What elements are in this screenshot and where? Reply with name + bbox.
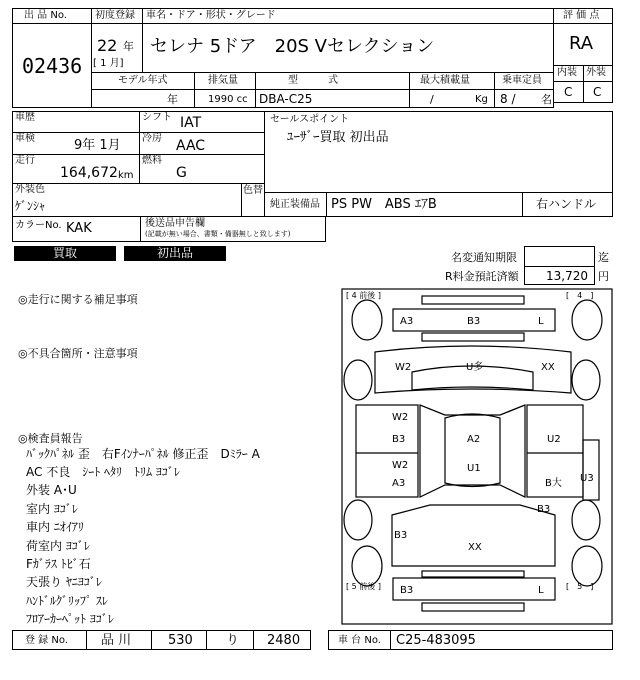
defects-title: ◎不具合箇所・注意事項 xyxy=(18,347,138,360)
handle-value: 右ハンドル xyxy=(536,197,597,211)
mileage-unit: km xyxy=(118,170,134,181)
score-label: 評 価 点 xyxy=(563,10,600,21)
aftermarket-note: (記載が無い場合、書類・備器無しと致します) xyxy=(145,230,291,238)
mark-xx-rear: XX xyxy=(468,542,482,553)
diagram-frame xyxy=(342,289,612,624)
mark-rear-b3: B3 xyxy=(400,585,414,596)
mark-b3-rr: B3 xyxy=(537,504,551,515)
front-left-wheel xyxy=(344,360,372,400)
interior-score: C xyxy=(564,85,573,99)
reg-month: [ 1 月] xyxy=(93,58,124,69)
lot-label: 出 品 No. xyxy=(24,10,67,21)
score-value: RA xyxy=(569,33,594,54)
recycle-label: R料金預託済額 xyxy=(445,270,519,283)
rear-left-lamp xyxy=(352,546,382,586)
rear-gate xyxy=(392,505,555,566)
reg-year-unit: 年 xyxy=(123,40,134,53)
inspector-line: 外装 A･U xyxy=(26,483,77,497)
ext-color-label: 外装色 xyxy=(15,184,45,195)
equipment-label: 純正装備品 xyxy=(270,199,320,210)
mark-rear-l: L xyxy=(538,585,544,596)
history-label: 車歴 xyxy=(15,112,35,123)
mark-xx-fr: XX xyxy=(541,362,555,373)
front-left-lamp xyxy=(352,300,382,340)
roof xyxy=(445,414,500,487)
inspector-line: ﾌﾛｱｰｶｰﾍﾟｯﾄ ﾖｺﾞﾚ xyxy=(26,612,114,626)
mark-b-large: B大 xyxy=(545,478,562,489)
reg-area: 品 川 xyxy=(101,633,132,648)
rear-lower xyxy=(422,603,524,611)
first-reg-label: 初度登録 xyxy=(95,10,135,21)
bracket-bottom-left: [ 5 前後 ] xyxy=(346,582,381,591)
mark-u1-center: U1 xyxy=(467,463,481,474)
ext-color-value: ｹﾞﾝｼｬ xyxy=(15,199,46,213)
inspection-label: 車検 xyxy=(15,133,35,144)
displacement-value: 1990 cc xyxy=(208,94,248,105)
reg-number: 2480 xyxy=(267,633,301,648)
front-right-lamp xyxy=(572,300,602,340)
bracket-top-right: [ 4 ] xyxy=(566,291,594,300)
inspector-line: Fｶﾞﾗｽ ﾄﾋﾞ石 xyxy=(26,557,91,571)
mark-w2-fl: W2 xyxy=(395,362,412,373)
mark-front-l: L xyxy=(538,316,544,327)
mark-w2-l1: W2 xyxy=(392,412,409,423)
mark-b3-rl: B3 xyxy=(394,530,408,541)
rear-right-lamp xyxy=(572,546,602,586)
inspector-line: 車内 ﾆｵｲｱﾘ xyxy=(26,520,84,534)
reg-no-label: 登 録 No. xyxy=(25,635,68,646)
cabin xyxy=(420,405,525,497)
inspector-line: AC 不良 ｼｰﾄ ﾍﾀﾘ ﾄﾘﾑ ﾖｺﾞﾚ xyxy=(26,465,180,479)
car-name: セレナ 5ドア 20S Vセレクション xyxy=(150,36,435,57)
inspector-line: ﾊﾝﾄﾞﾙｸﾞﾘｯﾌﾟ ｽﾚ xyxy=(26,594,108,608)
mark-u3-right: U3 xyxy=(580,473,594,484)
type-value: DBA-C25 xyxy=(259,92,313,106)
inspector-line: 荷室内 ﾖｺﾞﾚ xyxy=(26,539,90,553)
capacity-unit: 名 xyxy=(541,93,552,106)
chassis-no: C25-483095 xyxy=(396,633,476,648)
lot-number: 02436 xyxy=(22,54,83,78)
chassis-label: 車 台 No. xyxy=(338,635,381,646)
car-name-label: 車名・ドア・形状・グレード xyxy=(146,10,276,21)
mark-b3-l1: B3 xyxy=(392,434,406,445)
fuel-label: 燃料 xyxy=(142,155,162,166)
max-load-unit: Kg xyxy=(475,94,488,105)
ac-label: 冷房 xyxy=(142,133,162,144)
rear-left-wheel xyxy=(344,500,372,540)
interior-label: 内装 xyxy=(557,67,577,78)
front-grille xyxy=(422,296,524,304)
shift-value: IAT xyxy=(180,115,202,131)
inspector-line: 室内 ﾖｺﾞﾚ xyxy=(26,502,78,516)
max-load-slash: / xyxy=(430,93,434,106)
inspector-line: 天張り ﾔﾆﾖｺﾞﾚ xyxy=(26,575,102,589)
inspection-value: 9年 1月 xyxy=(74,138,121,153)
mark-front-b3: B3 xyxy=(467,316,481,327)
mileage-label: 走行 xyxy=(15,155,35,166)
mark-a2-center: A2 xyxy=(467,434,481,445)
color-no-label: カラーNo. xyxy=(15,220,62,231)
badge-first-listing: 初出品 xyxy=(124,246,226,261)
mark-a3-l2: A3 xyxy=(392,478,406,489)
rear-upper xyxy=(422,571,524,577)
inspector-line: ﾊﾞｯｸﾊﾟﾈﾙ 歪 右Fｲﾝﾅｰﾊﾟﾈﾙ 修正歪 Dﾐﾗｰ A xyxy=(26,447,260,461)
recycle-unit: 円 xyxy=(598,270,609,283)
deadline-unit: 迄 xyxy=(598,251,609,264)
rear-bumper xyxy=(393,578,555,600)
capacity-label: 乗車定員 xyxy=(502,75,542,86)
left-side xyxy=(356,405,418,497)
fuel-value: G xyxy=(176,165,187,181)
reg-year: 22 xyxy=(97,36,118,55)
capacity-value: 8 / xyxy=(500,92,516,106)
recycle-amount: 13,720 xyxy=(546,269,588,283)
model-year-label: モデル年式 xyxy=(118,75,168,86)
model-year-unit: 年 xyxy=(167,93,178,106)
reg-kana: り xyxy=(226,633,240,648)
mark-w2-l2: W2 xyxy=(392,460,409,471)
color-change-label: 色替 xyxy=(243,185,263,196)
front-lip xyxy=(422,333,524,341)
reg-class: 530 xyxy=(168,633,193,648)
exterior-score: C xyxy=(593,85,602,99)
bracket-bottom-right: [ 5 ] xyxy=(566,582,594,591)
aftermarket-label: 後送品申告欄 xyxy=(145,218,205,229)
sales-point-label: セールスポイント xyxy=(270,114,350,125)
mark-u2-right: U2 xyxy=(547,434,561,445)
type-label: 型 式 xyxy=(288,75,338,86)
sales-point-value: ﾕｰｻﾞｰ買取 初出品 xyxy=(287,130,389,145)
mark-front-a3: A3 xyxy=(400,316,414,327)
mileage-value: 164,672 xyxy=(60,165,118,181)
displacement-label: 排気量 xyxy=(208,75,238,86)
inspector-title: ◎検査員報告 xyxy=(18,432,83,445)
deadline-label: 名変通知期限 xyxy=(451,251,517,264)
badge-purchase: 買取 xyxy=(14,246,116,261)
bracket-top-left: [ 4 前後 ] xyxy=(346,291,381,300)
rear-right-wheel xyxy=(572,500,600,540)
equipment-value: PS PW ABS ｴｱB xyxy=(331,197,437,212)
ac-value: AAC xyxy=(176,138,206,154)
shift-label: シフト xyxy=(142,112,172,123)
exterior-label: 外装 xyxy=(586,67,606,78)
front-right-wheel xyxy=(572,360,600,400)
max-load-label: 最大積載量 xyxy=(420,75,470,86)
color-no-value: KAK xyxy=(66,221,92,236)
mark-u-roof: U多 xyxy=(466,362,484,373)
right-step xyxy=(583,440,599,500)
driving-notes-title: ◎走行に関する補足事項 xyxy=(18,293,138,306)
